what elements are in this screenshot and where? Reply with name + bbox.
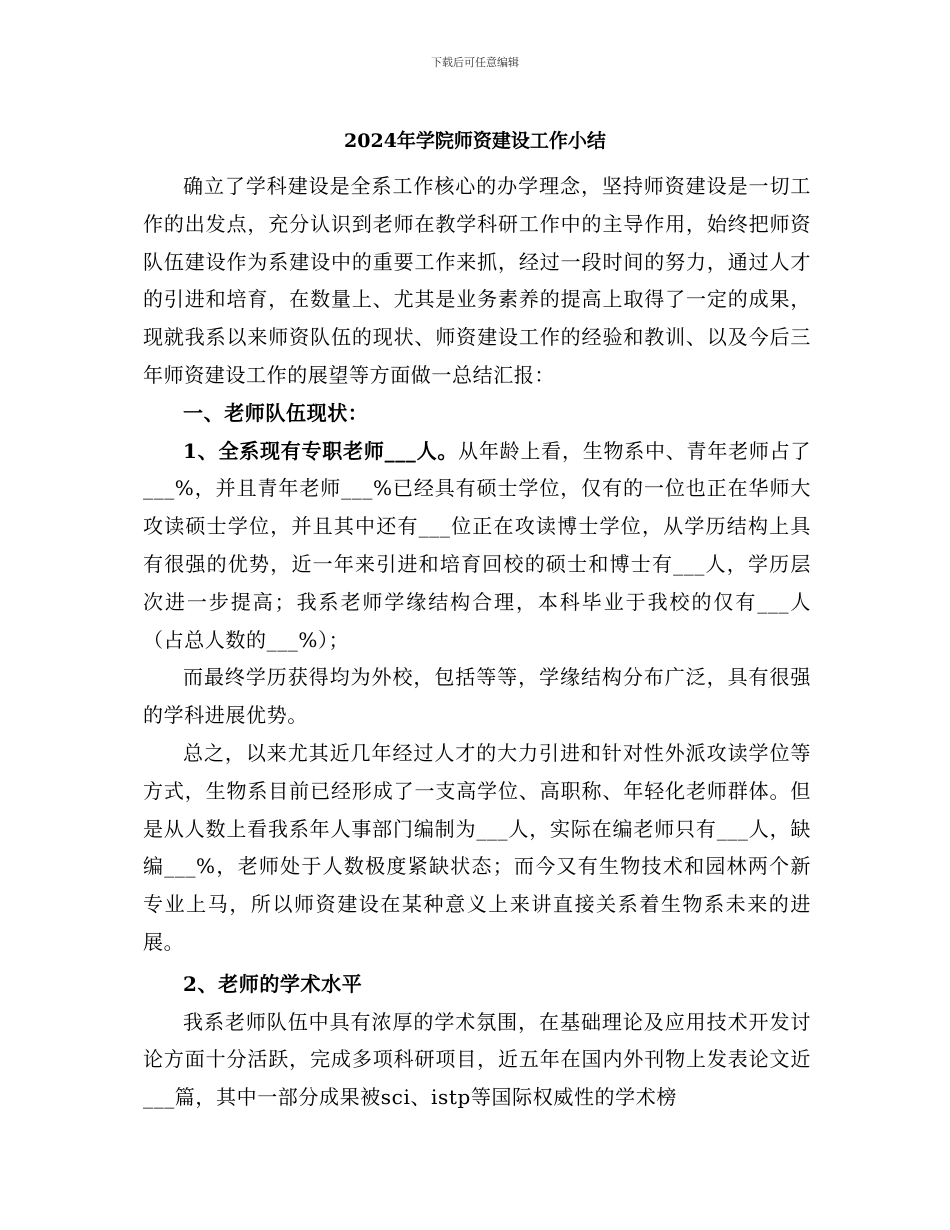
item-1-text: 从年龄上看，生物系中、青年老师占了___%，并且青年老师___%已经具有硕士学位，仅有的一位也正在华师大攻读硕士学位，并且其中还有___位正在攻读博士学位，从学历结构上具有很强的优势，近一年来引进和培育回校的硕士和博士有___人，学历层次进一步提高；我系老师学缘结构合理，本科毕业于我校的仅有___人（占总人数的___%）；: [143, 438, 811, 652]
item-2-heading: 2、老师的学术水平: [183, 971, 363, 996]
section-heading-1: 一、老师队伍现状：: [183, 400, 369, 425]
header-note: 下载后可任意编辑: [431, 56, 519, 69]
document-body: [143, 168, 811, 1117]
intro-paragraph: 确立了学科建设是全系工作核心的办学理念，坚持师资建设是一切工作的出发点，充分认识到老师在教学科研工作中的主导作用，始终把师资队伍建设作为系建设中的重要工作来抓，经过一段时间的努力，通过人才的引进和培育，在数量上、尤其是业务素养的提高上取得了一定的成果，现就我系以来师资队伍的现状、师资建设工作的经验和教训、以及今后三年师资建设工作的展望等方面做一总结汇报：: [143, 174, 811, 387]
final-education-paragraph: 而最终学历获得均为外校，包括等等，学缘结构分布广泛，具有很强的学科进展优势。: [143, 665, 811, 728]
summary-paragraph: 总之，以来尤其近几年经过人才的大力引进和针对性外派攻读学位等方式，生物系目前已经形成了一支高学位、高职称、年轻化老师群体。但是从人数上看我系年人事部门编制为___人，实际在编老师只有___人，缺编___%，老师处于人数极度紧缺状态；而今又有生物技术和园林两个新专业上马，所以师资建设在某种意义上来讲直接关系着生物系未来的进展。: [143, 740, 811, 954]
item-1-paragraph: [143, 433, 811, 660]
document-title: 2024年学院师资建设工作小结: [344, 130, 606, 152]
item-1-lead: 1、全系现有专职老师___人。: [183, 438, 459, 463]
item-2-paragraph: 我系老师队伍中具有浓厚的学术氛围，在基础理论及应用技术开发讨论方面十分活跃，完成多项科研项目，近五年在国内外刊物上发表论文近___篇，其中一部分成果被sci、istp等国际权威性的学术榜: [143, 1009, 811, 1110]
